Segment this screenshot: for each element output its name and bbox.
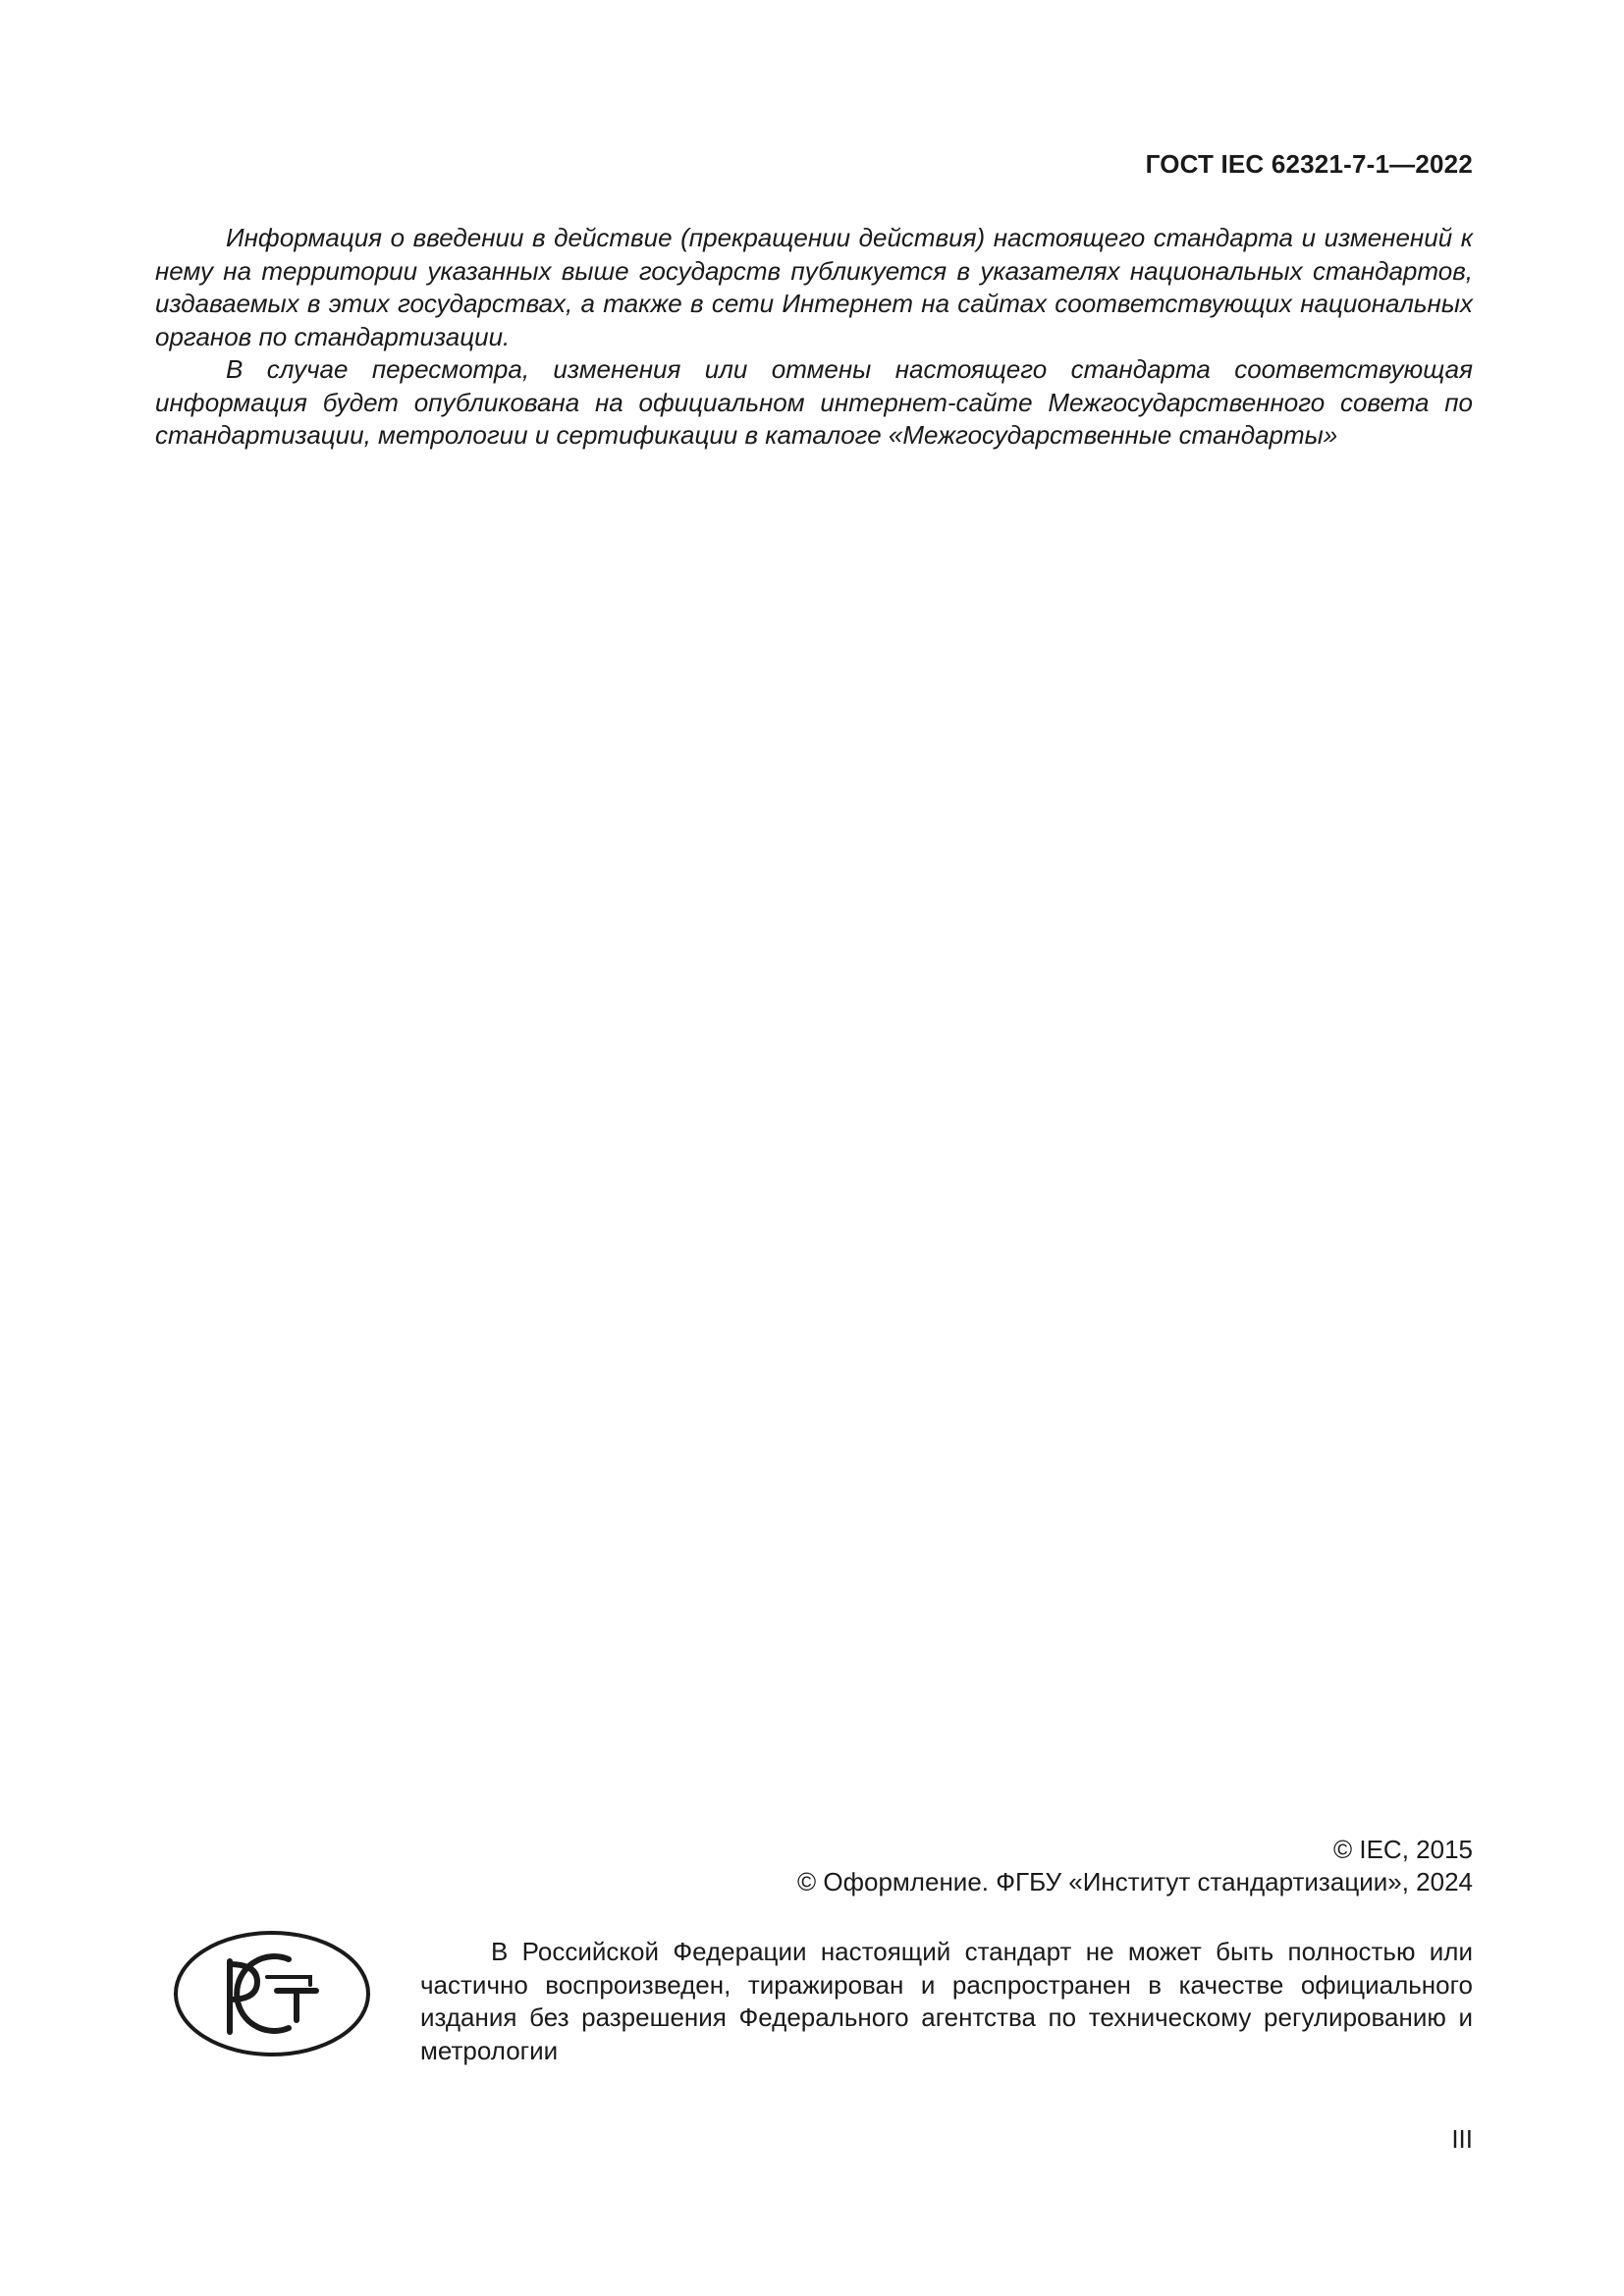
document-designation: ГОСТ IEC 62321-7-1—2022 bbox=[1145, 149, 1473, 179]
notice-text: В Российской Федерации настоящий стандарт не может быть полностью или частично воспроизведен, тиражирован и распространен в качестве официального издания без разрешения Федерального агентства по техническому регулированию и метрологии bbox=[420, 1937, 1473, 2065]
paragraph-revision-notice: В случае пересмотра, изменения или отмены настоящего стандарта соответствующая информация будет опубликована на официальном интернет-сайте Межгосударственного совета по стандартизации, метрологии и сертификации в каталоге «Межгосударственные стандарты» bbox=[155, 354, 1473, 450]
copyright-iec: © IEC, 2015 bbox=[1332, 1835, 1473, 1864]
copyright-block bbox=[797, 1834, 1473, 1898]
reproduction-notice bbox=[420, 1936, 1473, 2067]
body-text bbox=[155, 222, 1473, 453]
paragraph-info-introduction: Информация о введении в действие (прекращении действия) настоящего стандарта и изменений к нему на территории указанных выше государств публикуется в указателях национальных стандартов, издаваемых в этих государствах, а также в сети Интернет на сайтах соответствующих национальных органов по стандартизации. bbox=[155, 223, 1473, 351]
rst-logo-icon bbox=[173, 1930, 371, 2057]
page-number: III bbox=[1451, 2124, 1473, 2154]
copyright-design: © Оформление. ФГБУ «Институт стандартизации», 2024 bbox=[797, 1867, 1473, 1896]
